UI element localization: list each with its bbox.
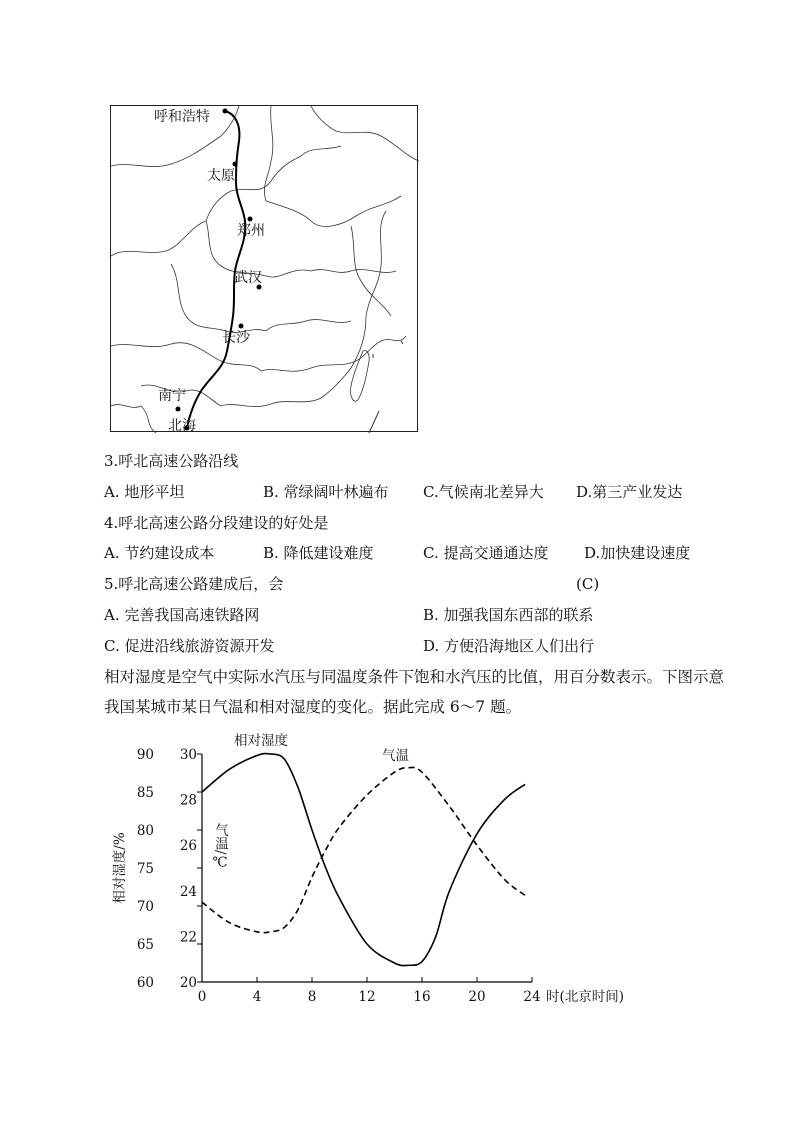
x-tick-label: 8 — [307, 989, 317, 1005]
series-label-humidity: 相对湿度 — [234, 733, 288, 749]
chart-axes — [202, 754, 532, 982]
x-tick-label: 12 — [358, 989, 376, 1005]
y-right-tick-label: 20 — [179, 975, 197, 991]
answer-mark: (C) — [576, 575, 600, 593]
city-label: 北海 — [168, 418, 196, 434]
x-tick-label: 16 — [413, 989, 431, 1005]
city-label: 太原 — [207, 168, 235, 184]
city-label: 呼和浩特 — [154, 109, 210, 125]
y-left-tick-label: 80 — [136, 823, 154, 839]
temperature-line — [202, 767, 525, 932]
x-tick-label: 24 — [523, 989, 541, 1005]
city-dot — [176, 407, 181, 412]
city-dot — [239, 324, 244, 329]
option: A. 完善我国高速铁路网 — [104, 606, 260, 624]
option: B. 常绿阔叶林遍布 — [263, 483, 389, 501]
province-borders — [111, 106, 419, 433]
y-left-tick-label: 90 — [136, 747, 154, 763]
city-label: 长沙 — [222, 330, 250, 346]
option: A. 地形平坦 — [104, 483, 185, 501]
option: C.气候南北差异大 — [423, 483, 544, 501]
x-axis-label: 时(北京时间) — [546, 989, 625, 1005]
city-dot — [248, 217, 253, 222]
y-right-tick-label: 30 — [179, 747, 197, 763]
y-right-tick-label: 26 — [179, 838, 197, 855]
sea-boundary-mark — [369, 411, 379, 433]
y-left-tick-label: 65 — [136, 937, 154, 953]
map-svg — [111, 106, 419, 433]
city-dot — [223, 109, 228, 114]
humidity-line — [202, 754, 525, 966]
x-tick-label: 0 — [197, 989, 207, 1005]
route-map — [110, 105, 418, 432]
y-right-tick-label: 22 — [179, 929, 197, 946]
chart-ticks — [137, 747, 541, 1005]
city-label: 武汉 — [234, 270, 262, 286]
option: C. 提高交通通达度 — [423, 544, 549, 562]
x-tick-label: 20 — [468, 989, 486, 1005]
option: D.加快建设速度 — [584, 544, 691, 562]
question-stem: 5.呼北高速公路建成后，会 — [104, 575, 284, 593]
y-left-tick-label: 75 — [136, 861, 154, 877]
y-right-axis-label: 气温/℃ — [212, 823, 228, 871]
city-label: 郑州 — [237, 223, 265, 239]
y-right-tick-label: 28 — [179, 792, 197, 809]
y-right-tick-label: 24 — [179, 883, 197, 900]
option: D.第三产业发达 — [576, 483, 683, 501]
y-left-axis-label: 相对湿度/% — [112, 832, 128, 904]
option: B. 降低建设难度 — [263, 544, 374, 562]
humidity-temperature-chart — [110, 728, 670, 1018]
option: D. 方便沿海地区人们出行 — [423, 637, 595, 655]
option: B. 加强我国东西部的联系 — [423, 606, 594, 624]
chart-svg — [110, 728, 670, 1018]
option: A. 节约建设成本 — [104, 544, 215, 562]
question-stem: 4.呼北高速公路分段建设的好处是 — [104, 514, 329, 532]
taiwan-island — [351, 351, 370, 402]
x-tick-label: 4 — [252, 989, 262, 1005]
y-left-tick-label: 60 — [136, 975, 154, 991]
chart-series — [202, 754, 525, 966]
option: C. 促进沿线旅游资源开发 — [104, 637, 275, 655]
question-stem: 3.呼北高速公路沿线 — [104, 452, 239, 470]
city-dot — [233, 162, 238, 167]
intro-paragraph: 相对湿度是空气中实际水汽压与同温度条件下饱和水汽压的比值，用百分数表示。下图示意 我国某城市某日气温和相对湿度的变化。据此完成 6～7 题。 — [104, 668, 725, 716]
y-left-tick-label: 70 — [136, 899, 154, 915]
y-left-tick-label: 85 — [136, 785, 154, 801]
city-label: 南宁 — [158, 388, 186, 404]
series-label-temperature: 气温 — [382, 748, 409, 764]
